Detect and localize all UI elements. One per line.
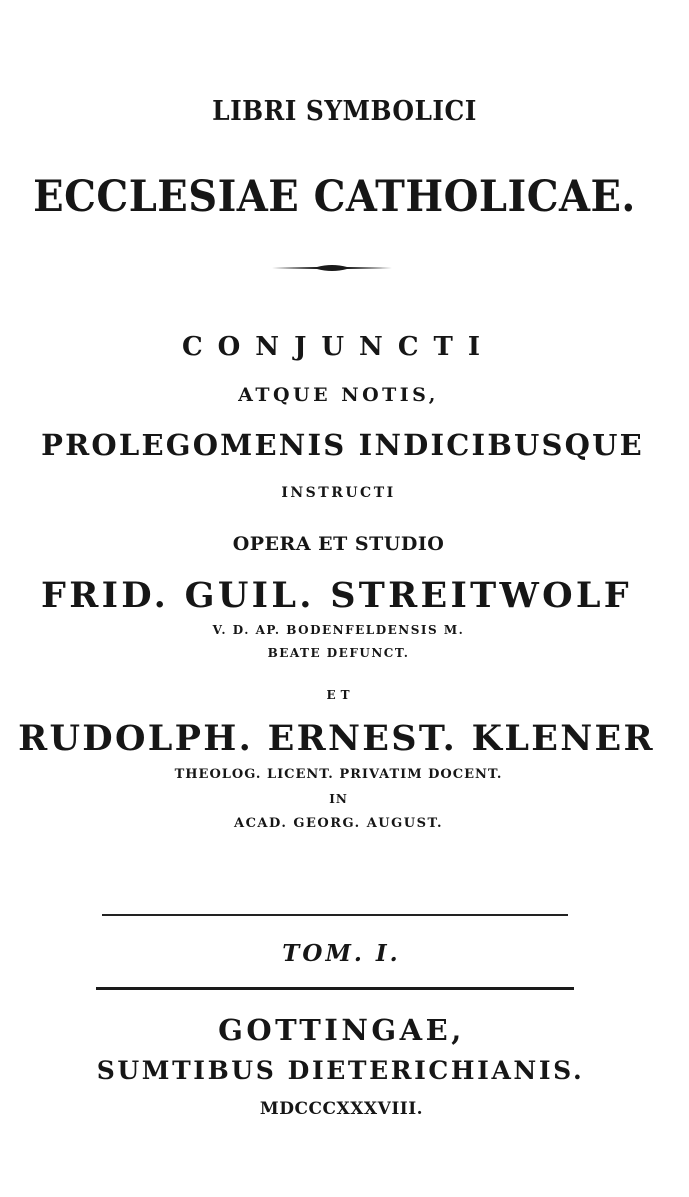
author2-name: RUDOLPH. ERNEST. KLENER	[18, 718, 655, 759]
imprint-place: GOTTINGAE,	[218, 1013, 465, 1047]
horizontal-rule-thick	[96, 987, 574, 990]
author2-in: IN	[329, 792, 348, 806]
author1-name: FRID. GUIL. STREITWOLF	[41, 575, 632, 616]
prolegomenis-line: PROLEGOMENIS INDICIBUSQUE	[41, 428, 644, 462]
author2-institution: ACAD. GEORG. AUGUST.	[234, 816, 443, 831]
imprint-year: MDCCCXXXVIII.	[259, 1099, 424, 1119]
connector-et: ET	[326, 688, 355, 702]
title-line-2: ECCLESIAE CATHOLICAE.	[33, 172, 636, 222]
ornamental-divider-icon	[272, 262, 392, 274]
opera-line: OPERA ET STUDIO	[232, 533, 445, 555]
instructi-line: INSTRUCTI	[281, 485, 396, 501]
atque-notis-line: ATQUE NOTIS,	[238, 384, 439, 406]
imprint-publisher: SUMTIBUS DIETERICHIANIS.	[96, 1056, 585, 1085]
volume-label: TOM. I.	[282, 940, 401, 967]
title-line-1: LIBRI SYMBOLICI	[212, 96, 477, 127]
author1-role: V. D. AP. BODENFELDENSIS M.	[212, 623, 465, 637]
horizontal-rule	[102, 914, 568, 916]
author2-role: THEOLOG. LICENT. PRIVATIM DOCENT.	[174, 767, 503, 782]
conjuncti-line: CONJUNCTI	[181, 332, 496, 362]
author1-status: BEATE DEFUNCT.	[267, 646, 410, 660]
